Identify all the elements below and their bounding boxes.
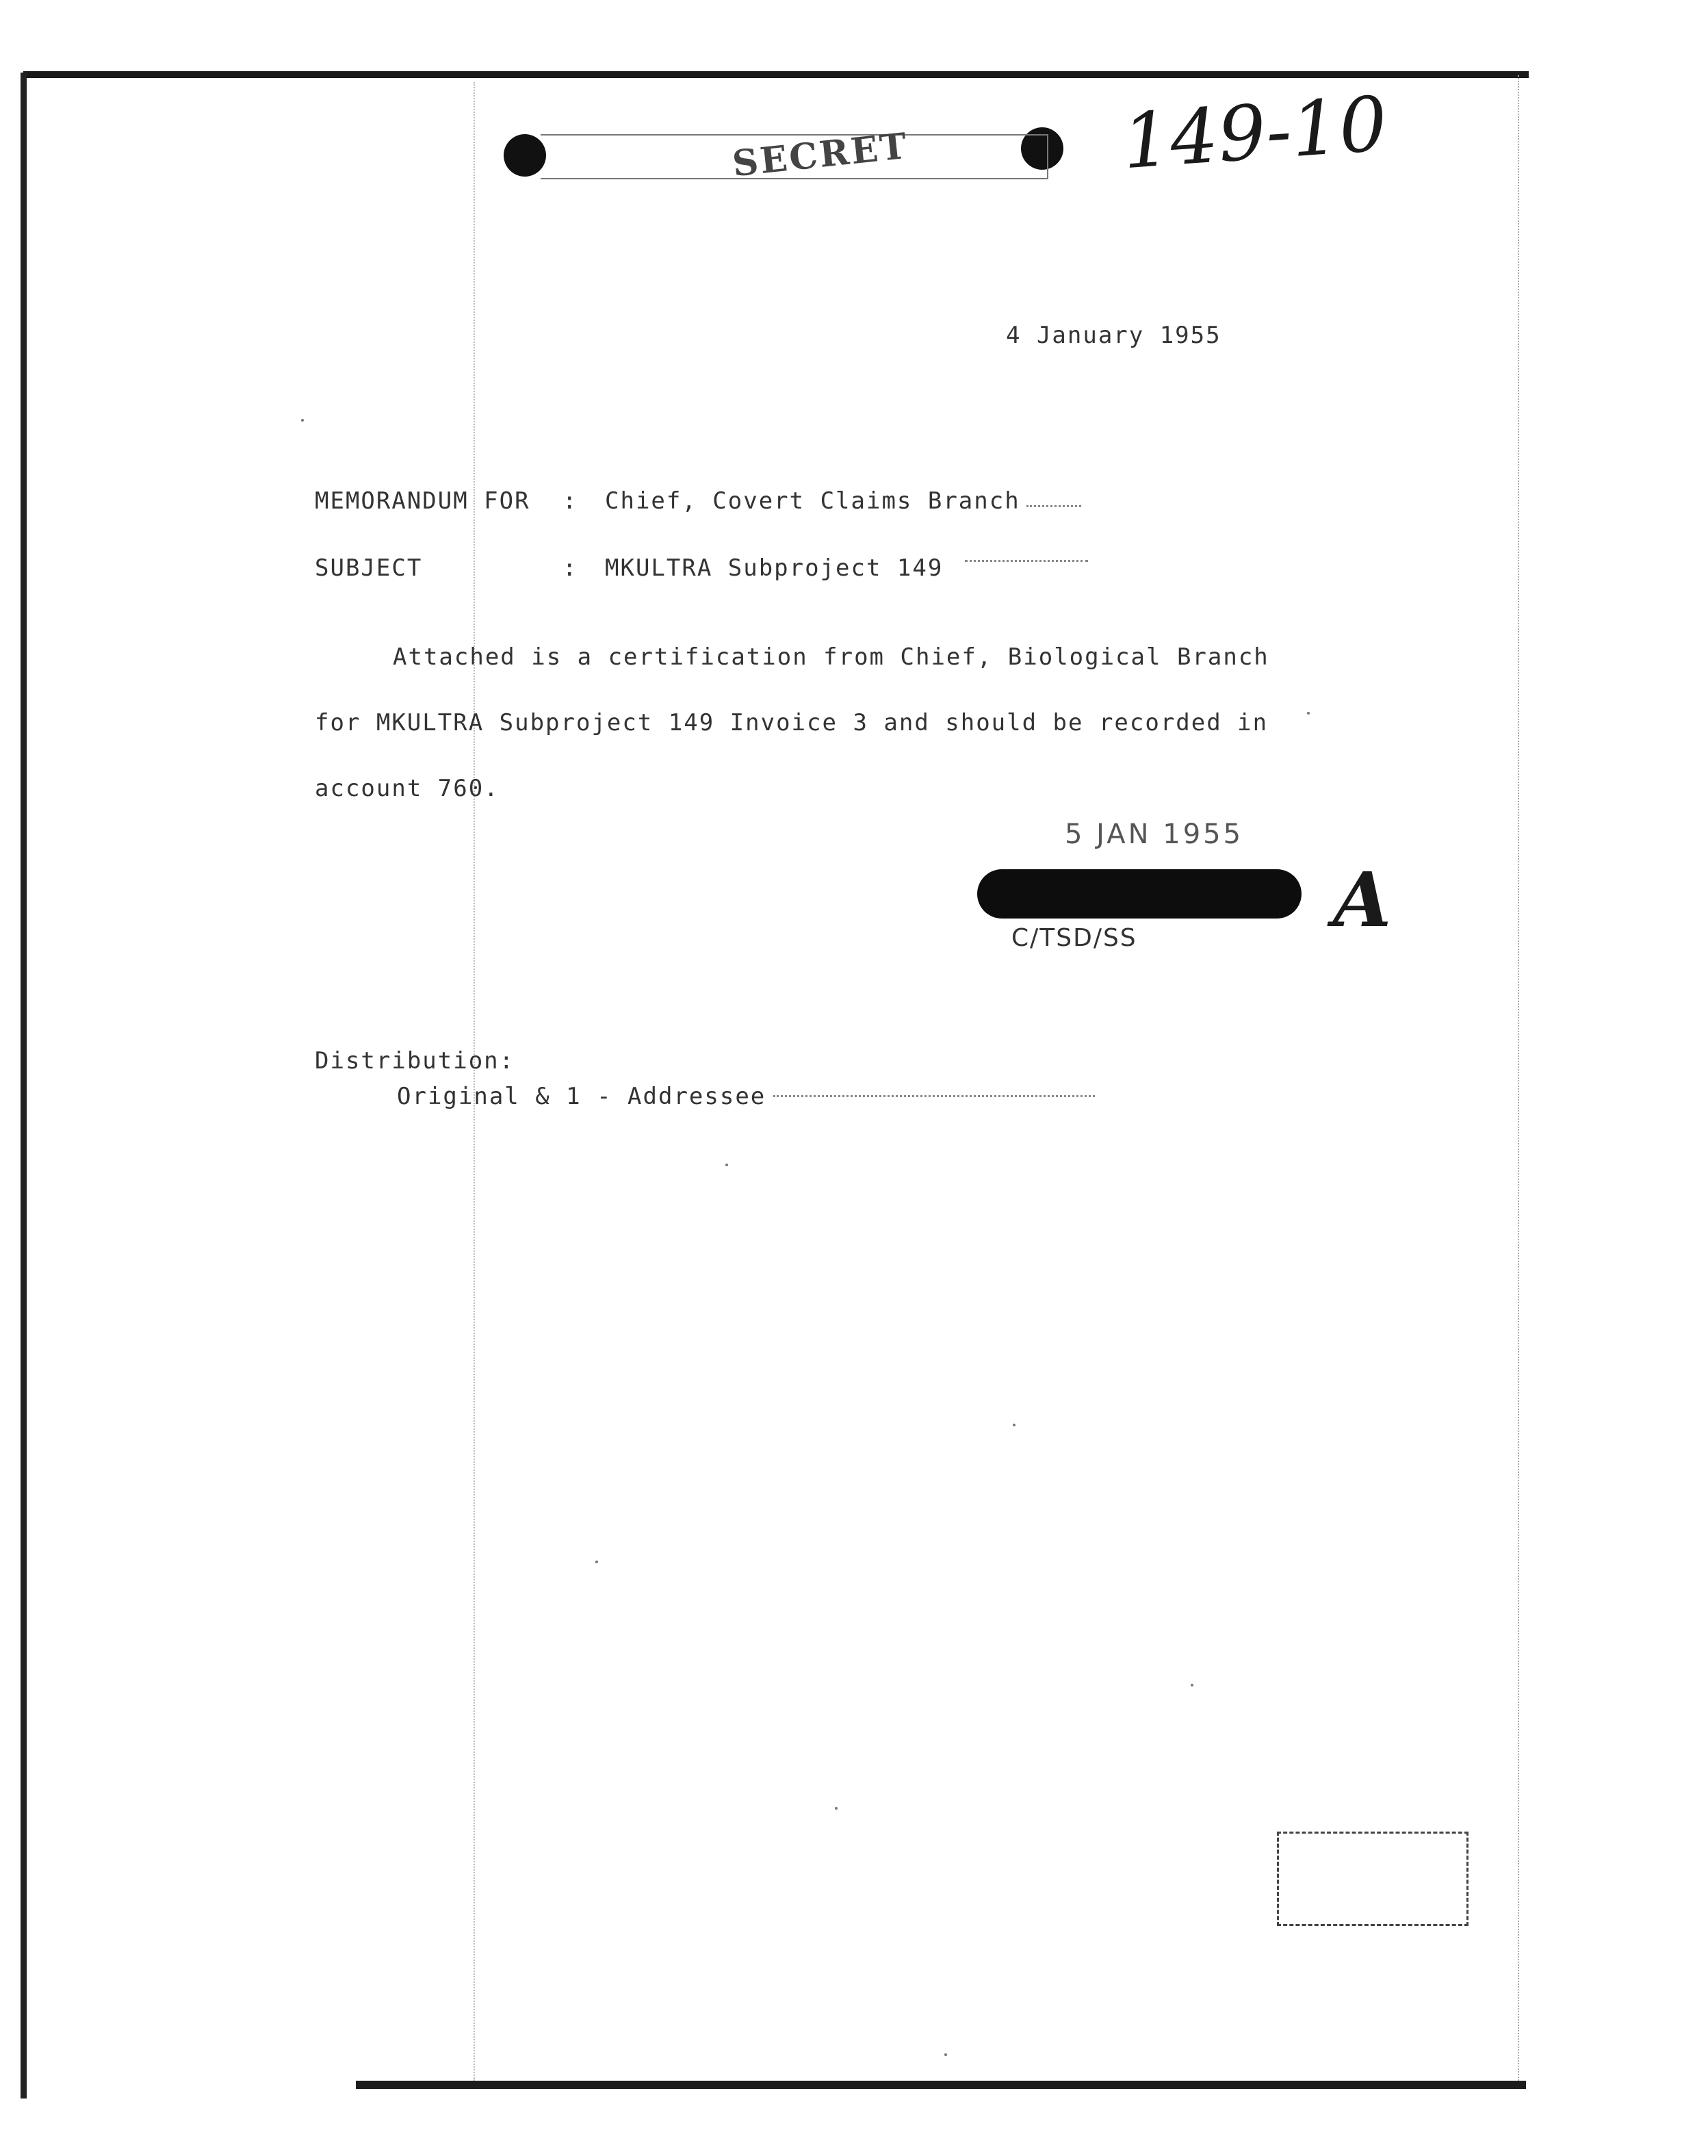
classification-stamp: SECRET	[730, 125, 911, 185]
memo-to-value: Chief, Covert Claims Branch	[605, 487, 1020, 515]
scan-speck	[1307, 712, 1310, 715]
scan-top-border	[23, 71, 1529, 78]
scan-left-border	[21, 73, 27, 2099]
redacted-signature	[977, 869, 1302, 919]
punch-hole-left	[504, 134, 546, 177]
signature-block: C/TSD/SS	[1011, 924, 1137, 952]
memo-to-separator: :	[562, 487, 578, 515]
fold-line	[474, 82, 475, 2081]
memo-subject-fill	[965, 560, 1088, 562]
memo-subject-value: MKULTRA Subproject 149	[605, 554, 944, 582]
memo-to-label: MEMORANDUM FOR	[315, 487, 530, 515]
memo-subject-label: SUBJECT	[315, 554, 423, 582]
scan-speck	[595, 1561, 598, 1563]
scan-speck	[835, 1807, 838, 1810]
memo-date: 4 January 1955	[1006, 322, 1221, 349]
distribution-fill	[773, 1095, 1095, 1097]
scan-speck	[944, 2053, 947, 2056]
scan-speck	[725, 1164, 728, 1166]
scan-speck	[1191, 1684, 1193, 1686]
initial-mark: A	[1333, 856, 1392, 944]
page-right-edge	[1518, 75, 1519, 2081]
body-line-1: Attached is a certification from Chief, Biological Branch	[393, 643, 1269, 671]
memo-subject-separator: :	[562, 554, 578, 582]
body-line-3: account 760.	[315, 775, 500, 802]
memo-to-fill	[1026, 505, 1081, 507]
distribution-line: Original & 1 - Addressee	[397, 1083, 766, 1110]
body-line-2: for MKULTRA Subproject 149 Invoice 3 and should be recorded in	[315, 709, 1269, 736]
scan-speck	[1013, 1424, 1015, 1426]
scan-speck	[301, 419, 304, 422]
scan-bottom-border	[356, 2081, 1526, 2089]
distribution-heading: Distribution:	[315, 1047, 515, 1075]
archive-stamp-box	[1277, 1832, 1468, 1926]
received-stamp: 5 JAN 1955	[1065, 819, 1244, 850]
file-number-handwritten: 149-10	[1120, 79, 1390, 186]
